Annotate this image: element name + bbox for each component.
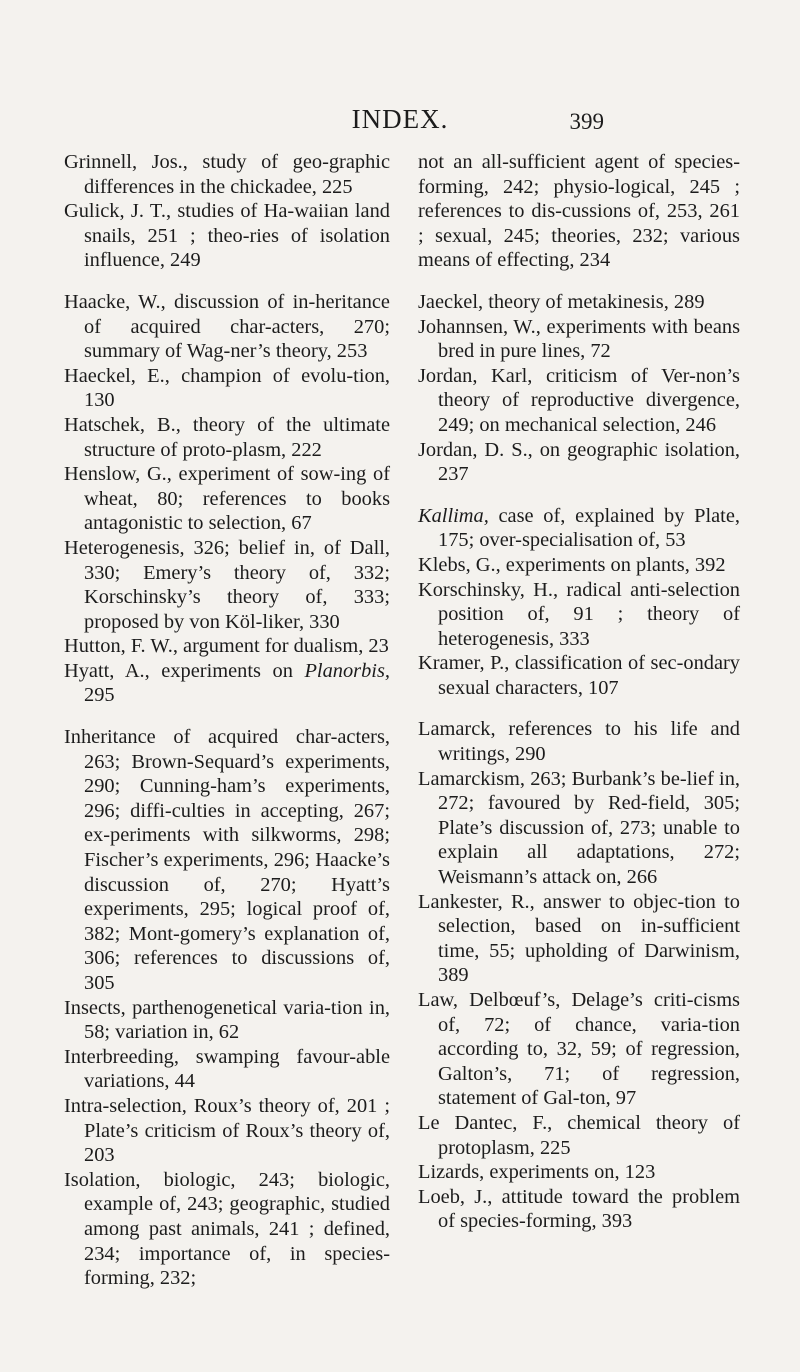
index-entry bbox=[418, 1160, 740, 1185]
group-divider bbox=[418, 273, 740, 290]
group-divider bbox=[418, 700, 740, 717]
entry-text: Le Dantec, F., chemical theory of protoplasm, 225 bbox=[418, 1111, 740, 1159]
index-entry bbox=[418, 290, 740, 315]
group-divider bbox=[418, 487, 740, 504]
entry-text: Jordan, D. S., on geographic isolation, 237 bbox=[418, 438, 740, 486]
entry-text: Loeb, J., attitude toward the problem of species-forming, 393 bbox=[418, 1185, 740, 1233]
index-entry bbox=[418, 364, 740, 438]
entry-italic: Planorbis, bbox=[304, 659, 390, 682]
entry-text: Haacke, W., discussion of in-heritance of acquired char-acters, 270; summary of Wag-ner’s theory, 253 bbox=[64, 290, 390, 363]
index-entry bbox=[64, 1045, 390, 1094]
entry-text: Haeckel, E., champion of evolu-tion, 130 bbox=[64, 364, 390, 412]
entry-text: Kramer, P., classification of sec-ondary sexual characters, 107 bbox=[418, 652, 740, 699]
index-entry bbox=[64, 364, 390, 413]
index-entry bbox=[64, 1168, 390, 1291]
index-entry bbox=[64, 290, 390, 364]
index-entry bbox=[64, 150, 390, 199]
index-entry bbox=[418, 438, 740, 487]
entry-italic: Kallima, bbox=[418, 504, 489, 527]
entry-text: Lamarckism, 263; Burbank’s be-lief in, 272; favoured by Red-field, 305; Plate’s discussion of, 273; unable to explain all adaptations, 272; Weismann’s attack on, 266 bbox=[418, 767, 740, 889]
entry-text: Hutton, F. W., argument for dualism, 23 bbox=[64, 635, 389, 658]
entry-text: Johannsen, W., experiments with beans bred in pure lines, 72 bbox=[418, 315, 740, 363]
page-header bbox=[0, 104, 800, 144]
index-entry bbox=[418, 988, 740, 1111]
group-divider bbox=[64, 273, 390, 290]
entry-text: Heterogenesis, 326; belief in, of Dall, 330; Emery’s theory of, 332; Korschinsky’s theory of, 333; proposed by von Köl-liker, 330 bbox=[64, 536, 390, 633]
index-entry bbox=[64, 1094, 390, 1168]
index-entry bbox=[418, 890, 740, 988]
running-title: INDEX. bbox=[351, 104, 449, 134]
entry-text: Interbreeding, swamping favour-able variations, 44 bbox=[64, 1045, 390, 1093]
entry-text: Klebs, G., experiments on plants, 392 bbox=[418, 553, 726, 576]
entry-text: Jaeckel, theory of metakinesis, 289 bbox=[418, 290, 705, 313]
index-entry bbox=[64, 659, 390, 708]
group-divider bbox=[64, 708, 390, 725]
entry-text: Hyatt, A., experiments on bbox=[64, 659, 293, 682]
entry-tail: case of, explained by Plate, 175; over-specialisation of, 53 bbox=[438, 504, 740, 552]
index-entry bbox=[64, 462, 390, 536]
entry-text: Jordan, Karl, criticism of Ver-non’s theory of reproductive divergence, 249; on mechanical selection, 246 bbox=[418, 364, 740, 436]
index-entry bbox=[64, 536, 390, 634]
index-entry bbox=[418, 1111, 740, 1160]
entry-text: Insects, parthenogenetical varia-tion in, 58; variation in, 62 bbox=[64, 996, 390, 1044]
entry-text: Inheritance of acquired char-acters, 263; Brown-Sequard’s experiments, 290; Cunning-ham’s experiments, 296; diffi-culties in accepting, 267; ex-periments with silkworms, 298; Fischer’s experiments, 296; Haacke’s discussion of, 270; Hyatt’s experiments, 295; logical proof of, 382; Mont-gomery’s explanation of, 306; references to discussions of, 305 bbox=[64, 726, 390, 994]
entry-text: Isolation, biologic, 243; biologic, example of, 243; geographic, studied among past animals, 241 ; defined, 234; importance of, in species-forming, 232; bbox=[64, 1168, 390, 1290]
index-column-right bbox=[418, 150, 740, 1234]
index-entry bbox=[64, 996, 390, 1045]
entry-text: Lankester, R., answer to objec-tion to selection, based on in-sufficient time, 55; upholding of Darwinism, 389 bbox=[418, 890, 740, 987]
entry-text: Gulick, J. T., studies of Ha-waiian land snails, 251 ; theo-ries of isolation influence, 249 bbox=[64, 200, 390, 272]
page-number: 399 bbox=[569, 109, 604, 134]
index-entry bbox=[418, 553, 740, 578]
entry-text: Intra-selection, Roux’s theory of, 201 ; Plate’s criticism of Roux’s theory of, 203 bbox=[64, 1094, 390, 1167]
entry-text: Hatschek, B., theory of the ultimate structure of proto-plasm, 222 bbox=[64, 413, 390, 461]
index-entry bbox=[418, 504, 740, 553]
index-entry bbox=[418, 651, 740, 700]
entry-tail: 295 bbox=[84, 684, 115, 707]
entry-text: Lamarck, references to his life and writings, 290 bbox=[418, 718, 740, 766]
index-entry bbox=[418, 315, 740, 364]
entry-text: Lizards, experiments on, 123 bbox=[418, 1161, 656, 1184]
index-entry bbox=[64, 634, 390, 659]
index-entry bbox=[64, 725, 390, 996]
index-entry bbox=[418, 150, 740, 273]
index-column-left bbox=[64, 150, 390, 1291]
index-entry bbox=[64, 199, 390, 273]
index-entry bbox=[418, 1185, 740, 1234]
entry-text: Henslow, G., experiment of sow-ing of wheat, 80; references to books antagonistic to selection, 67 bbox=[64, 463, 390, 535]
entry-text: Law, Delbœuf’s, Delage’s criti-cisms of, 72; of chance, varia-tion according to, 32, 59; of regression, Galton’s, 71; of regression, statement of Gal-ton, 97 bbox=[418, 989, 740, 1110]
entry-text: not an all-sufficient agent of species-forming, 242; physio-logical, 245 ; references to dis-cussions of, 253, 261 ; sexual, 245; theories, 232; various means of effecting, 234 bbox=[418, 151, 740, 272]
entry-text: Grinnell, Jos., study of geo-graphic differences in the chickadee, 225 bbox=[64, 151, 390, 198]
index-entry bbox=[418, 717, 740, 766]
index-entry bbox=[418, 578, 740, 652]
index-entry bbox=[64, 413, 390, 462]
index-entry bbox=[418, 767, 740, 890]
entry-text: Korschinsky, H., radical anti-selection position of, 91 ; theory of heterogenesis, 333 bbox=[418, 578, 740, 650]
